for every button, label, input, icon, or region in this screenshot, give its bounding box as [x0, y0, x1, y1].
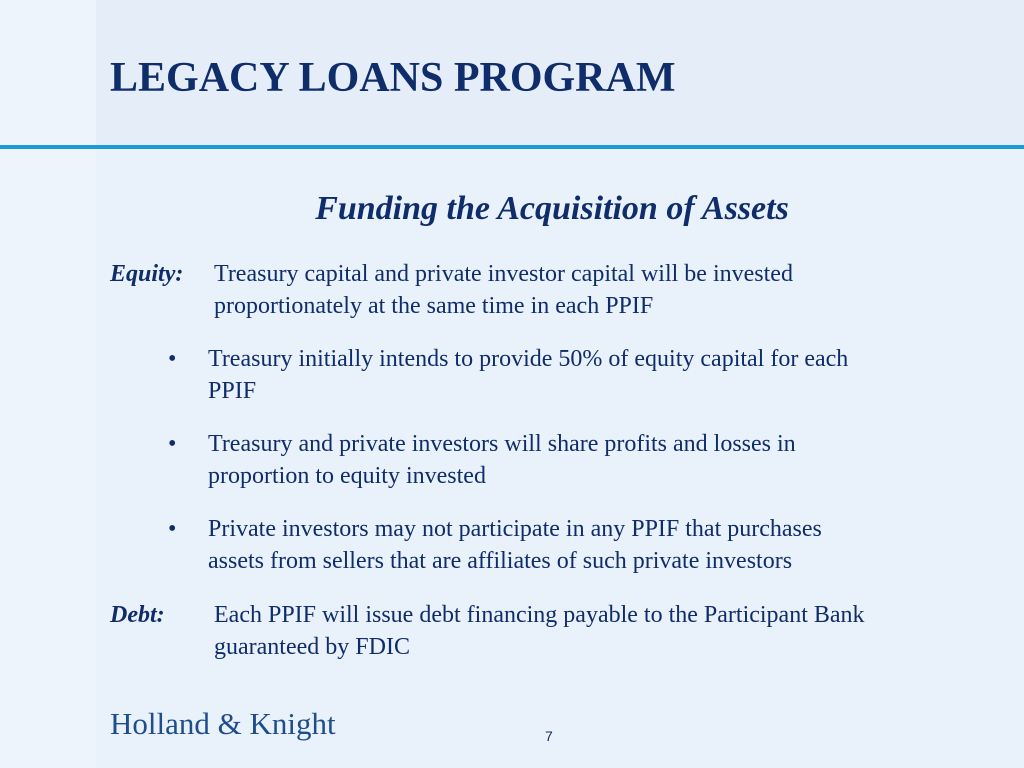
debt-text-line-1: Each PPIF will issue debt financing payable to the Participant Bank — [214, 602, 865, 628]
bullet-text-line-2: assets from sellers that are affiliates of such private investors — [208, 548, 793, 574]
debt-text-line-2: guaranteed by FDIC — [214, 634, 410, 660]
bullet-text-line-2: proportion to equity invested — [208, 463, 486, 489]
slide-subtitle: Funding the Acquisition of Assets — [315, 190, 789, 227]
bullet-text-line-1: Treasury initially intends to provide 50% of equity capital for each — [208, 346, 849, 372]
bullet-icon: • — [168, 516, 177, 542]
debt-paragraph — [110, 599, 1010, 669]
bullet-text-line-1: Treasury and private investors will share profits and losses in — [208, 431, 796, 457]
bullet-item — [168, 343, 988, 409]
equity-text-line-1: Treasury capital and private investor capital will be invested — [214, 261, 793, 287]
header-divider — [0, 145, 1024, 149]
equity-text-line-2: proportionately at the same time in each PPIF — [214, 293, 654, 319]
bullet-text-line-1: Private investors may not participate in any PPIF that purchases — [208, 516, 822, 542]
bullet-text — [208, 428, 796, 492]
left-margin-band — [0, 0, 96, 768]
debt-text — [214, 599, 865, 663]
debt-label: Debt: — [110, 602, 165, 628]
equity-paragraph — [110, 258, 1010, 328]
bullet-item — [168, 513, 988, 579]
bullet-icon: • — [168, 431, 177, 457]
bullet-icon: • — [168, 346, 177, 372]
holland-knight-logo: Holland & Knight — [110, 706, 336, 741]
bullet-text-line-2: PPIF — [208, 378, 257, 404]
equity-label: Equity: — [110, 261, 184, 287]
bullet-item — [168, 428, 988, 494]
slide-title: LEGACY LOANS PROGRAM — [110, 55, 676, 101]
bullet-text — [208, 513, 822, 577]
bullet-text — [208, 343, 848, 407]
equity-text — [214, 258, 793, 322]
page-number: 7 — [545, 728, 553, 744]
